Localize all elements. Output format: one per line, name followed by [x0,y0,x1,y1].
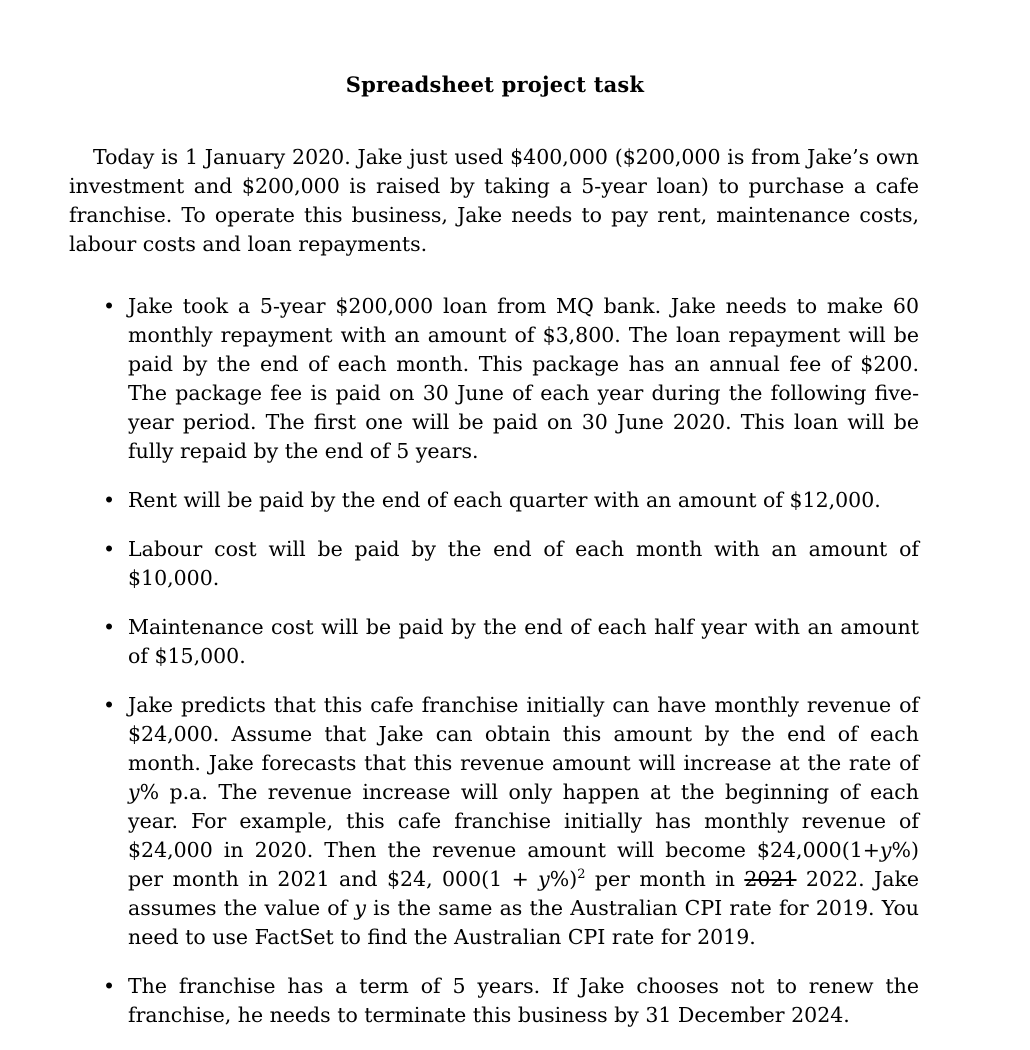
variable-y: y [879,838,892,862]
revenue-text-2: % p.a. The revenue increase will only happen at the beginning of each year. For example, this cafe franchise initially has monthly revenue of $24,000 in 2020. Then the revenue amount will become $24,000(1+ [128,780,919,862]
bullet-term-text: The franchise has a term of 5 years. If Jake chooses not to renew the franchise, he needs to terminate this business by 31 December 2024. [128,974,919,1027]
bullet-labour-text: Labour cost will be paid by the end of each month with an amount of $10,000. [128,537,919,590]
intro-paragraph: Today is 1 January 2020. Jake just used $400,000 ($200,000 is from Jake’s own investment and $200,000 is raised by taking a 5-year loan) to purchase a cafe franchise. To operate this business, Jake needs to pay rent, maintenance costs, labour costs and loan repayments. [69,145,919,256]
bullet-maintenance-text: Maintenance cost will be paid by the end of each half year with an amount of $15,000. [128,615,919,668]
variable-y: y [538,867,550,891]
revenue-text-7: is the same as the Australian CPI rate for 2019. You need to use FactSet to find the Australian CPI rate for 2019. [128,896,919,949]
bullet-labour [103,535,919,593]
bullet-revenue [103,691,919,952]
variable-y: y [354,896,366,920]
exponent: 2 [577,867,586,883]
bullet-rent-text: Rent will be paid by the end of each quarter with an amount of $12,000. [128,488,881,512]
bullet-icon: • [103,693,116,717]
bullet-term [103,972,919,1030]
bullet-loan-text: Jake took a 5-year $200,000 loan from MQ bank. Jake needs to make 60 monthly repayment with an amount of $3,800. The loan repayment will be paid by the end of each month. This package has an annual fee of $200. The package fee is paid on 30 June of each year during the following five-year period. The first one will be paid on 30 June 2020. This loan will be fully repaid by the end of 5 years. [128,294,919,463]
bullet-loan [103,292,919,466]
bullet-icon: • [103,974,116,998]
task-bullet-list [103,292,919,1050]
bullet-icon: • [103,488,116,512]
variable-y: y [128,780,140,804]
revenue-text-6: 2022. Jake assumes the value of [128,867,919,920]
revenue-text-5: per month in [585,867,745,891]
bullet-icon: • [103,615,116,639]
bullet-rent [103,486,919,515]
bullet-icon: • [103,294,116,318]
document-title: Spreadsheet project task [345,72,645,97]
revenue-text-1: Jake predicts that this cafe franchise initially can have monthly revenue of $24,000. Assume that Jake can obtain this amount by the end of each month. Jake forecasts that this revenue amount will increase at the rate of [128,693,919,775]
revenue-text-4: %) [549,867,578,891]
bullet-maintenance [103,613,919,671]
bullet-icon: • [103,537,116,561]
revenue-text-3: %) per month in 2021 and $24, 000(1 + [128,838,919,891]
struck-year: 2021 [744,867,797,891]
